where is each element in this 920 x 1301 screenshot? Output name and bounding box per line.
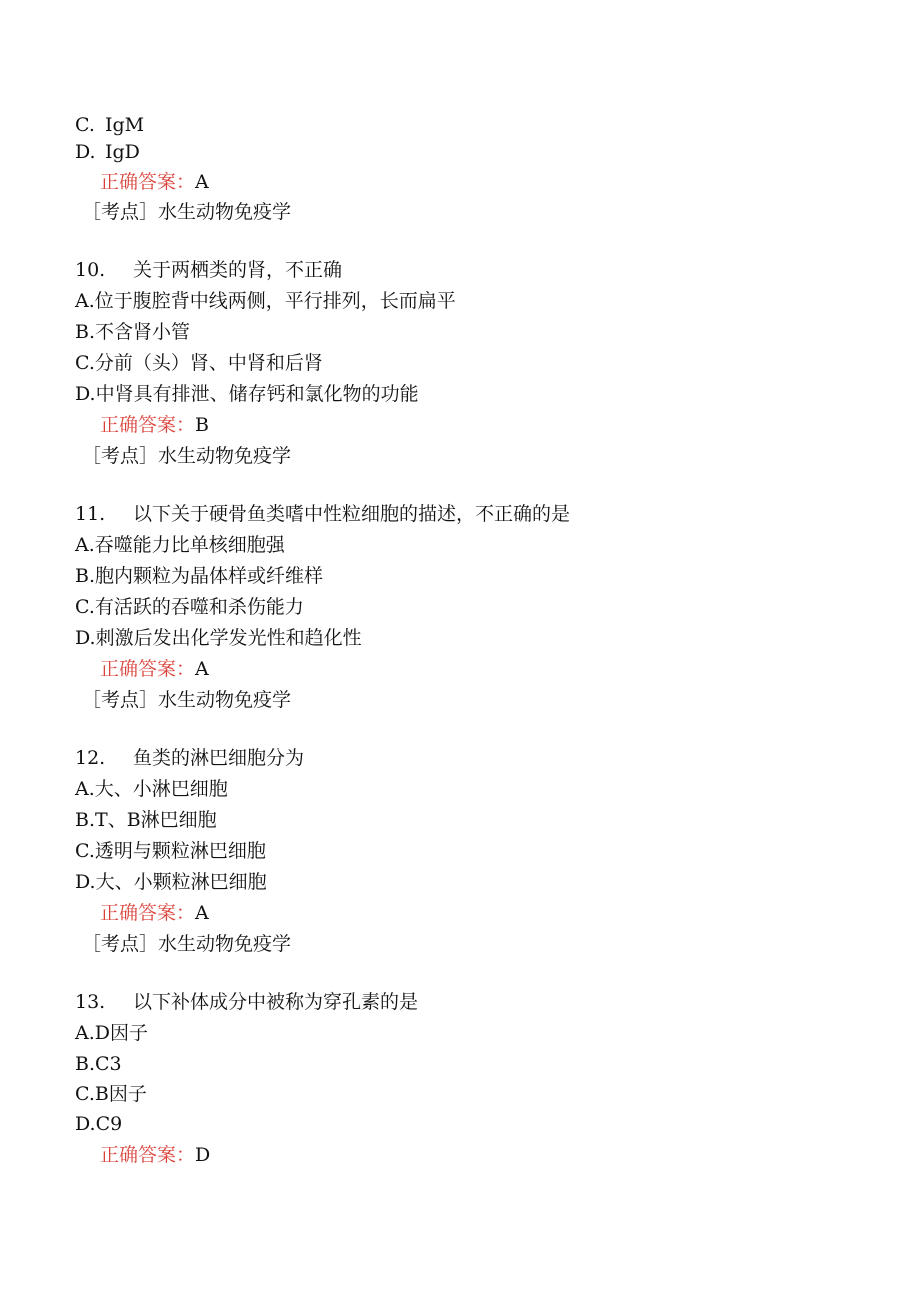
answer-label: 正确答案： <box>100 171 196 193</box>
option-c <box>75 1082 147 1106</box>
question-stem <box>75 502 570 526</box>
answer-value: A <box>195 658 209 680</box>
option-text: 位于腹腔背中线两侧，平行排列，长而扁平 <box>94 290 456 312</box>
option-letter: B. <box>75 809 96 831</box>
option-text: 透明与颗粒淋巴细胞 <box>94 840 266 862</box>
answer-label: 正确答案： <box>100 902 196 924</box>
option-letter: A. <box>75 534 95 556</box>
option-d <box>75 870 267 894</box>
option-letter: D. <box>75 871 96 893</box>
kaodian-note: ［考点］水生动物免疫学 <box>82 689 292 711</box>
option-text: 胞内颗粒为晶体样或纤维样 <box>95 565 324 587</box>
question-stem <box>75 990 418 1014</box>
correct-answer <box>100 170 209 194</box>
option-letter: A. <box>75 778 95 800</box>
option-text: 中肾具有排泄、储存钙和氯化物的功能 <box>95 383 419 405</box>
option-a <box>75 533 285 557</box>
question-number: 12. <box>75 747 106 769</box>
answer-value: B <box>195 414 209 436</box>
option-b <box>75 1052 122 1076</box>
kaodian-note: ［考点］水生动物免疫学 <box>82 201 292 223</box>
option-c <box>75 839 266 863</box>
option-letter: A. <box>75 1022 95 1044</box>
question-text: 以下关于硬骨鱼类嗜中性粒细胞的描述，不正确的是 <box>133 503 571 525</box>
option-d <box>75 382 419 406</box>
answer-value: A <box>195 902 209 924</box>
option-text: 分前（头）肾、中肾和后肾 <box>94 352 323 374</box>
kaodian-note: ［考点］水生动物免疫学 <box>82 445 292 467</box>
option-letter: D. <box>75 627 96 649</box>
option-letter: B. <box>75 1053 96 1075</box>
option-c <box>75 113 144 137</box>
option-b <box>75 808 217 832</box>
option-letter: D. <box>75 1113 96 1135</box>
option-text: B因子 <box>94 1083 147 1105</box>
option-text: IgM <box>105 114 145 136</box>
option-letter: C. <box>75 114 95 136</box>
question-text: 鱼类的淋巴细胞分为 <box>133 747 305 769</box>
option-text: T、B淋巴细胞 <box>95 809 217 831</box>
option-letter: A. <box>75 290 95 312</box>
correct-answer <box>100 657 209 681</box>
option-letter: C. <box>75 840 95 862</box>
option-letter: D. <box>75 383 96 405</box>
option-text: 有活跃的吞噬和杀伤能力 <box>94 596 304 618</box>
option-d <box>75 626 362 650</box>
option-letter: B. <box>75 565 96 587</box>
question-text: 关于两栖类的肾，不正确 <box>133 259 343 281</box>
option-b <box>75 320 190 344</box>
option-text: 吞噬能力比单核细胞强 <box>94 534 285 556</box>
option-text: C9 <box>95 1113 123 1135</box>
option-text: 刺激后发出化学发光性和趋化性 <box>95 627 362 649</box>
answer-label: 正确答案： <box>100 658 196 680</box>
option-d <box>75 140 140 164</box>
option-text: IgD <box>105 141 140 163</box>
answer-value: D <box>195 1144 211 1166</box>
option-text: 不含肾小管 <box>95 321 191 343</box>
option-letter: D. <box>75 141 96 163</box>
question-number: 10. <box>75 259 106 281</box>
correct-answer <box>100 413 209 437</box>
option-letter: C. <box>75 596 95 618</box>
option-letter: B. <box>75 321 96 343</box>
option-d <box>75 1112 122 1136</box>
question-number: 13. <box>75 991 106 1013</box>
question-number: 11. <box>75 503 106 525</box>
question-text: 以下补体成分中被称为穿孔素的是 <box>133 991 419 1013</box>
correct-answer <box>100 901 209 925</box>
option-a <box>75 289 456 313</box>
answer-label: 正确答案： <box>100 1144 196 1166</box>
option-letter: C. <box>75 352 95 374</box>
kaodian-note: ［考点］水生动物免疫学 <box>82 933 292 955</box>
option-c <box>75 351 323 375</box>
option-c <box>75 595 304 619</box>
correct-answer <box>100 1143 210 1167</box>
option-text: C3 <box>95 1053 122 1075</box>
option-text: 大、小颗粒淋巴细胞 <box>95 871 267 893</box>
answer-label: 正确答案： <box>100 414 196 436</box>
answer-value: A <box>195 171 209 193</box>
option-text: D因子 <box>94 1022 148 1044</box>
question-stem <box>75 746 304 770</box>
option-text: 大、小淋巴细胞 <box>94 778 228 800</box>
option-b <box>75 564 323 588</box>
option-letter: C. <box>75 1083 95 1105</box>
question-stem <box>75 258 342 282</box>
option-a <box>75 1021 148 1045</box>
option-a <box>75 777 228 801</box>
